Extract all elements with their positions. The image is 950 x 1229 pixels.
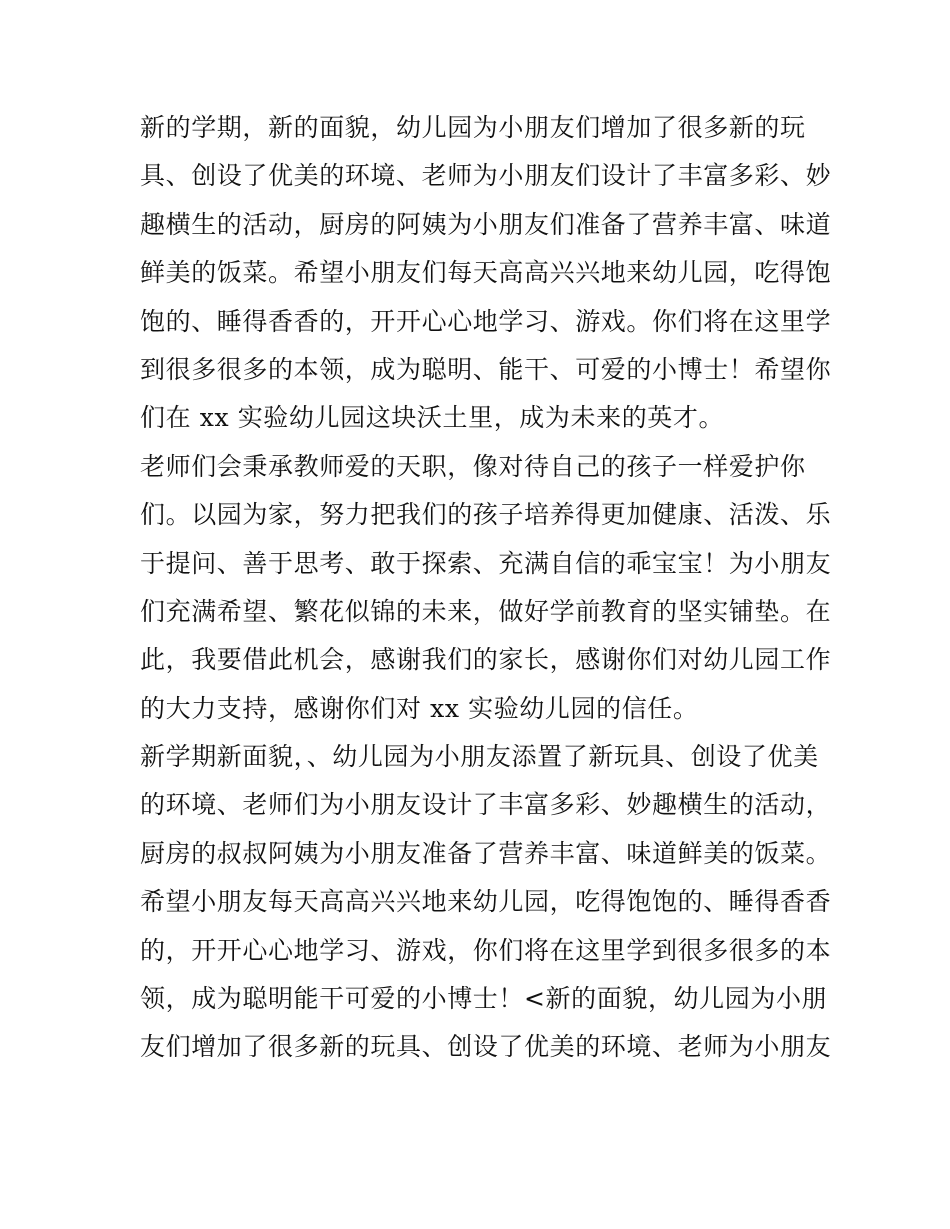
text-line: 于提问、善于思考、敢于探索、充满自信的乖宝宝！为小朋友 <box>140 548 832 578</box>
text-line: 的环境、老师们为小朋友设计了丰富多彩、妙趣横生的活动， <box>140 790 832 820</box>
text-line: 们充满希望、繁花似锦的未来，做好学前教育的坚实铺垫。在 <box>140 596 832 626</box>
text-line: 们。以园为家，努力把我们的孩子培养得更加健康、活泼、乐 <box>140 500 832 530</box>
document-body <box>140 104 832 1072</box>
text-line: 具、创设了优美的环境、老师为小朋友们设计了丰富多彩、妙 <box>140 161 832 191</box>
text-line: 希望小朋友每天高高兴兴地来幼儿园，吃得饱饱的、睡得香香 <box>140 887 832 917</box>
text-line: 们在 xx 实验幼儿园这块沃土里，成为未来的英才。 <box>140 403 725 433</box>
text-line: 的大力支持，感谢你们对 xx 实验幼儿园的信任。 <box>140 693 699 723</box>
paragraph-3 <box>140 733 832 1072</box>
paragraph-2 <box>140 443 832 733</box>
text-line: 鲜美的饭菜。希望小朋友们每天高高兴兴地来幼儿园，吃得饱 <box>140 258 832 288</box>
text-line: 饱的、睡得香香的，开开心心地学习、游戏。你们将在这里学 <box>140 306 832 336</box>
text-line: 的，开开心心地学习、游戏，你们将在这里学到很多很多的本 <box>140 935 832 965</box>
text-line: 老师们会秉承教师爱的天职，像对待自己的孩子一样爱护你 <box>140 451 806 481</box>
text-line: 新学期新面貌，、幼儿园为小朋友添置了新玩具、创设了优美 <box>140 742 819 772</box>
text-line: 此，我要借此机会，感谢我们的家长，感谢你们对幼儿园工作 <box>140 645 832 675</box>
text-line: 厨房的叔叔阿姨为小朋友准备了营养丰富、味道鲜美的饭菜。 <box>140 838 832 868</box>
text-line: 友们增加了很多新的玩具、创设了优美的环境、老师为小朋友 <box>140 1032 832 1062</box>
text-line: 新的学期，新的面貌，幼儿园为小朋友们增加了很多新的玩 <box>140 113 806 142</box>
text-line: 趣横生的活动，厨房的阿姨为小朋友们准备了营养丰富、味道 <box>140 209 832 239</box>
text-line: 到很多很多的本领，成为聪明、能干、可爱的小博士！希望你 <box>140 354 832 384</box>
text-line: 领，成为聪明能干可爱的小博士！<新的面貌，幼儿园为小朋 <box>140 984 828 1014</box>
paragraph-1 <box>140 104 832 443</box>
